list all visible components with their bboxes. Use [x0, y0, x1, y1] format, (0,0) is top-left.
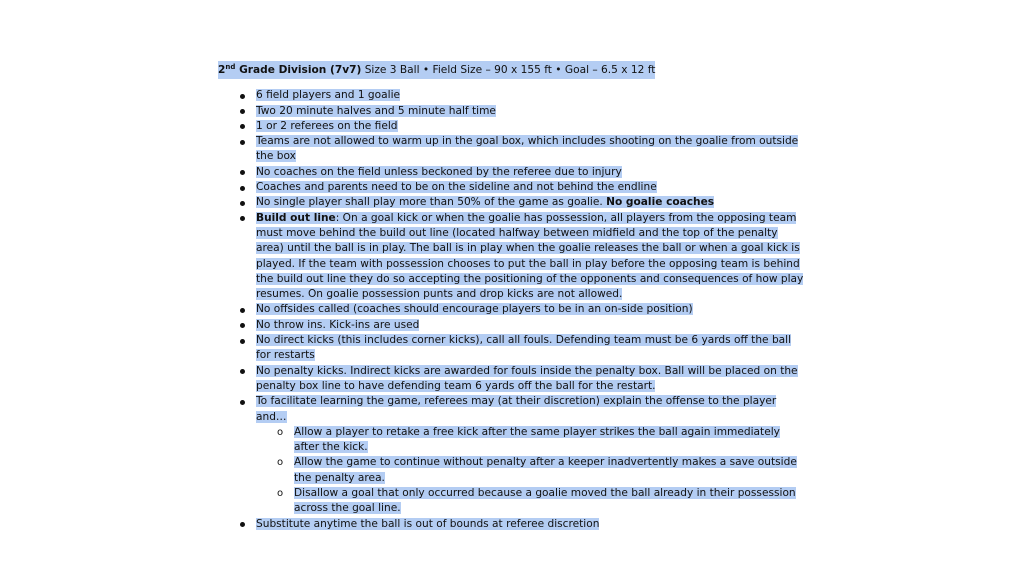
bullet-icon — [240, 124, 245, 129]
bullet-icon — [240, 170, 245, 175]
no-goalie-coaches-emphasis: No goalie coaches — [606, 196, 715, 209]
bullet-icon — [240, 400, 245, 405]
list-item: Two 20 minute halves and 5 minute half time — [218, 104, 808, 119]
bullet-icon — [240, 339, 245, 344]
bullet-icon — [240, 369, 245, 374]
list-item: No offsides called (coaches should encourage players to be in an on-side position) — [218, 302, 808, 317]
list-item: Build out line: On a goal kick or when the goalie has possession, all players from the opposing team must move behind the build out line (located halfway between midfield and the top of the penalty area) until the ball is in play. The ball is in play when the goalie releases the ball or when a goal kick is played. If the team with possession chooses to put the ball in play before the opposing team is behind the build out line they do so accepting the positioning of the opponents and consequences of how play resumes. On goalie possession punts and drop kicks are not allowed. — [218, 211, 808, 303]
list-item: No throw ins. Kick-ins are used — [218, 318, 808, 333]
grade-superscript: nd — [225, 63, 236, 71]
bullet-icon — [240, 140, 245, 145]
sub-list — [256, 425, 808, 517]
rules-list — [218, 88, 808, 532]
division-heading — [218, 62, 808, 82]
bullet-icon — [240, 201, 245, 206]
list-item: No penalty kicks. Indirect kicks are awarded for fouls inside the penalty box. Ball will be placed on the penalty box line to have defending team 6 yards off the ball for the restart. — [218, 364, 808, 395]
bullet-icon — [240, 94, 245, 99]
bullet-icon — [240, 109, 245, 114]
list-item: No single player shall play more than 50% of the game as goalie. No goalie coaches — [218, 195, 808, 210]
bullet-icon — [240, 186, 245, 191]
document-body[interactable] — [218, 62, 808, 532]
bullet-icon — [240, 308, 245, 313]
division-details: Size 3 Ball • Field Size – 90 x 155 ft • Goal – 6.5 x 12 ft — [361, 64, 656, 76]
sub-bullet-icon: o — [277, 457, 284, 469]
bullet-icon — [240, 216, 245, 221]
list-item: Teams are not allowed to warm up in the goal box, which includes shooting on the goalie from outside the box — [218, 134, 808, 165]
list-item: No coaches on the field unless beckoned by the referee due to injury — [218, 165, 808, 180]
list-item: No direct kicks (this includes corner kicks), call all fouls. Defending team must be 6 yards off the ball for restarts — [218, 333, 808, 364]
list-item: To facilitate learning the game, referees may (at their discretion) explain the offense to the player and… o Allow a player to retake a free kick after the same player strikes the ball again immediately after the kick. o Allow the game to continue without penalty after a keeper inadvertently makes a save outside the penalty area. o Disallow a goal that only occurred because a goalie moved the ball already in their possession across the goal line. — [218, 394, 808, 516]
bullet-icon — [240, 323, 245, 328]
sub-bullet-icon: o — [277, 426, 284, 438]
list-item: 1 or 2 referees on the field — [218, 119, 808, 134]
sub-list-item: o Disallow a goal that only occurred because a goalie moved the ball already in their possession across the goal line. — [277, 487, 796, 515]
division-name: 2nd Grade Division (7v7) — [218, 63, 362, 76]
build-out-line-label: Build out line — [256, 211, 336, 224]
sub-list-item: o Allow the game to continue without penalty after a keeper inadvertently makes a save outside the penalty area. — [277, 456, 797, 484]
list-item: 6 field players and 1 goalie — [218, 88, 808, 103]
list-item: Coaches and parents need to be on the sideline and not behind the endline — [218, 180, 808, 195]
sub-list-item: o Allow a player to retake a free kick after the same player strikes the ball again immediately after the kick. — [277, 425, 780, 454]
sub-bullet-icon: o — [277, 488, 284, 500]
list-item: Substitute anytime the ball is out of bounds at referee discretion — [218, 517, 808, 532]
bullet-icon — [240, 522, 245, 527]
